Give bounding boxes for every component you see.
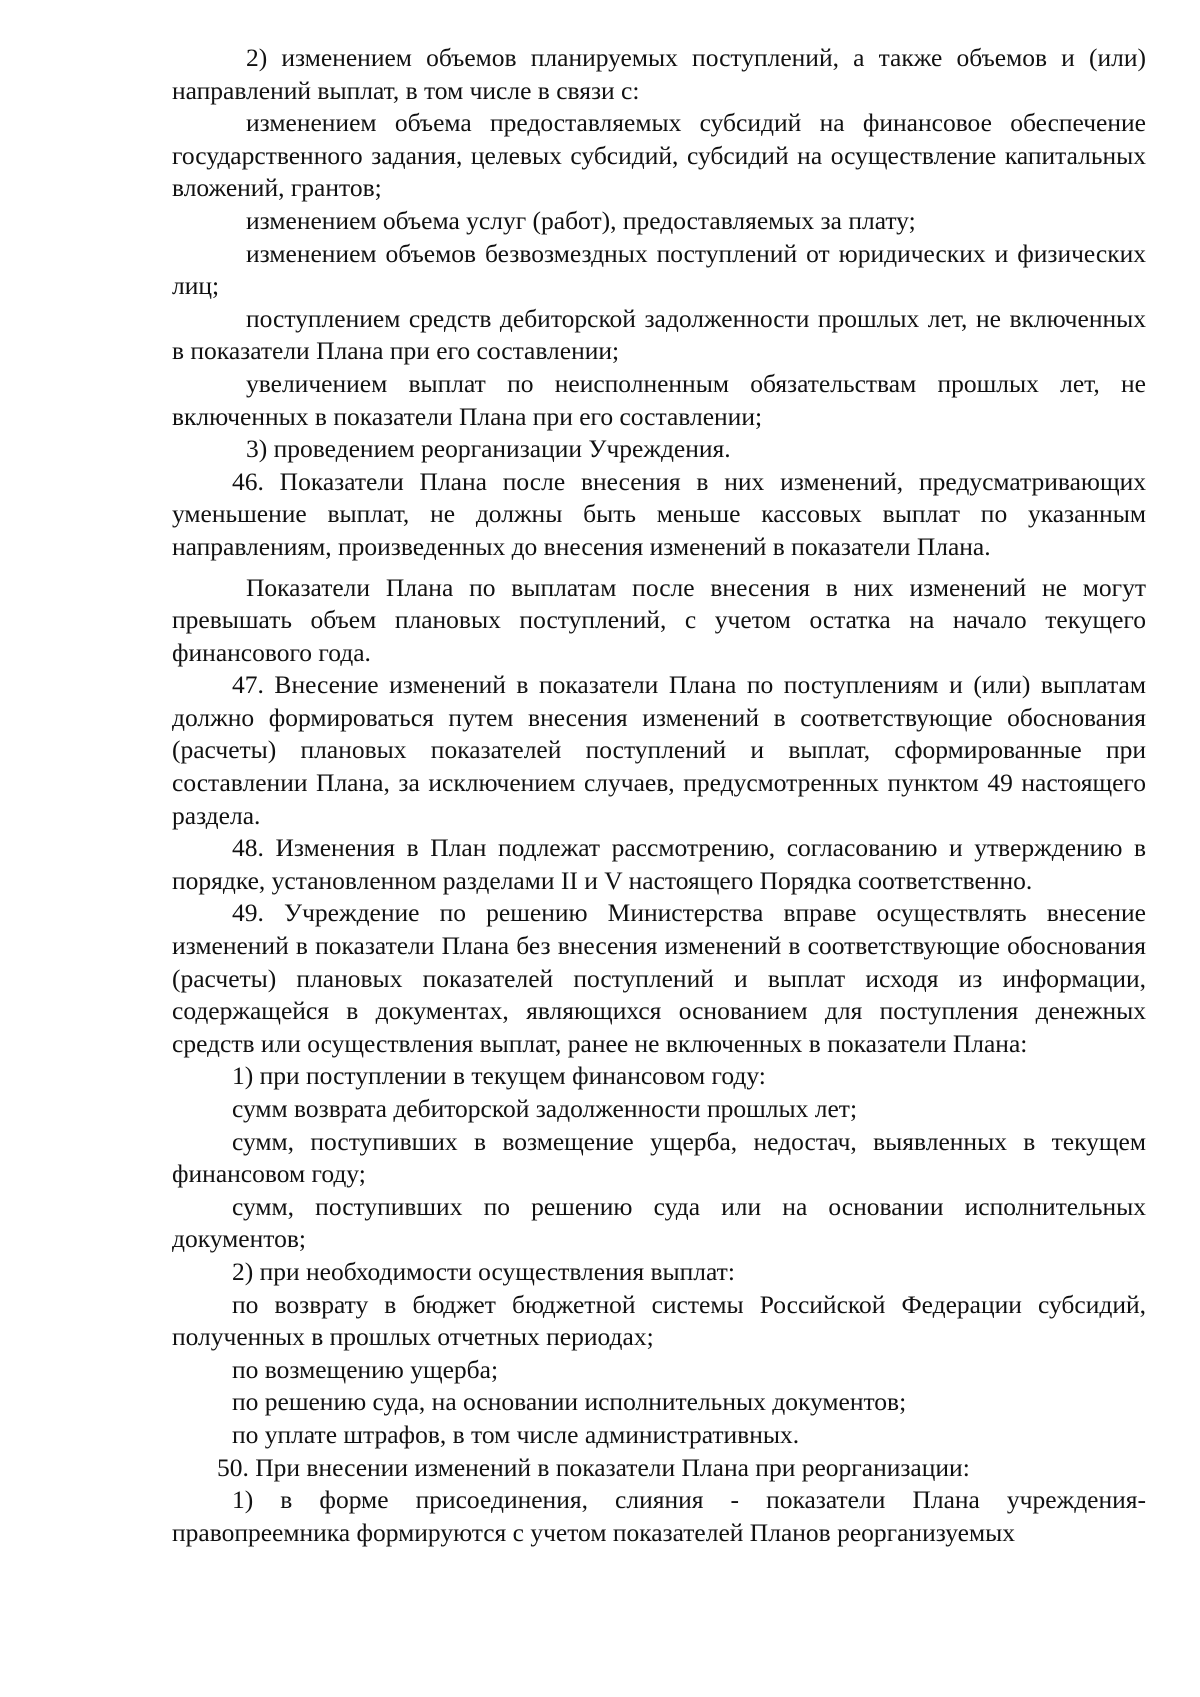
paragraph-item-47: 47. Внесение изменений в показатели Плана по поступлениям и (или) выплатам должно формироваться путем внесения изменений в соответствующие обоснования (расчеты) плановых показателей поступлений и выплат, сформированные при составлении Плана, за исключением случаев, предусмотренных пунктом 49 настоящего раздела. bbox=[172, 670, 1146, 830]
paragraph: 2) при необходимости осуществления выплат: bbox=[232, 1256, 735, 1286]
paragraph: сумм, поступивших в возмещение ущерба, недостач, выявленных в текущем финансовом году; bbox=[172, 1126, 1146, 1189]
paragraph-item-49: 49. Учреждение по решению Министерства вправе осуществлять внесение изменений в показатели Плана без внесения изменений в соответствующие обоснования (расчеты) плановых показателей поступлений и выплат исходя из информации, содержащейся в документах, являющихся основанием для поступления денежных средств или осуществления выплат, ранее не включенных в показатели Плана: bbox=[172, 898, 1146, 1058]
paragraph: 1) при поступлении в текущем финансовом году: bbox=[232, 1061, 766, 1091]
paragraph: по решению суда, на основании исполнительных документов; bbox=[232, 1387, 907, 1417]
paragraph: изменением объема предоставляемых субсидий на финансовое обеспечение государственного задания, целевых субсидий, субсидий на осуществление капитальных вложений, грантов; bbox=[172, 108, 1146, 203]
paragraph-item-48: 48. Изменения в План подлежат рассмотрению, согласованию и утверждению в порядке, установленном разделами II и V настоящего Порядка соответственно. bbox=[172, 833, 1146, 895]
paragraph: увеличением выплат по неисполненным обязательствам прошлых лет, не включенных в показатели Плана при его составлении; bbox=[172, 368, 1146, 431]
paragraph: по возврату в бюджет бюджетной системы Российской Федерации субсидий, полученных в прошлых отчетных периодах; bbox=[172, 1289, 1146, 1352]
paragraph: изменением объема услуг (работ), предоставляемых за плату; bbox=[246, 205, 916, 235]
paragraph: сумм возврата дебиторской задолженности прошлых лет; bbox=[232, 1094, 858, 1123]
paragraph: поступлением средств дебиторской задолженности прошлых лет, не включенных в показатели Плана при его составлении; bbox=[172, 303, 1146, 366]
paragraph-item-46: 46. Показатели Плана после внесения в них изменений, предусматривающих уменьшение выплат, не должны быть меньше кассовых выплат по указанным направлениям, произведенных до внесения изменений в показатели Плана. bbox=[172, 466, 1146, 561]
paragraph: изменением объемов безвозмездных поступлений от юридических и физических лиц; bbox=[172, 238, 1146, 301]
paragraph: по возмещению ущерба; bbox=[232, 1354, 499, 1384]
paragraph-item-50: 50. При внесении изменений в показатели Плана при реорганизации: bbox=[217, 1452, 970, 1482]
paragraph: 2) изменением объемов планируемых поступлений, а также объемов и (или) направлений выплат, в том числе в связи с: bbox=[172, 43, 1146, 105]
paragraph: 1) в форме присоединения, слияния - показатели Плана учреждения-правопреемника формируются с учетом показателей Планов реорганизуемых bbox=[172, 1485, 1146, 1547]
paragraph: сумм, поступивших по решению суда или на основании исполнительных документов; bbox=[172, 1191, 1146, 1254]
paragraph: 3) проведением реорганизации Учреждения. bbox=[246, 434, 731, 464]
paragraph: Показатели Плана по выплатам после внесения в них изменений не могут превышать объем плановых поступлений, с учетом остатка на начало текущего финансового года. bbox=[172, 572, 1146, 667]
document-page bbox=[172, 42, 1146, 1549]
paragraph: по уплате штрафов, в том числе административных. bbox=[232, 1419, 800, 1449]
